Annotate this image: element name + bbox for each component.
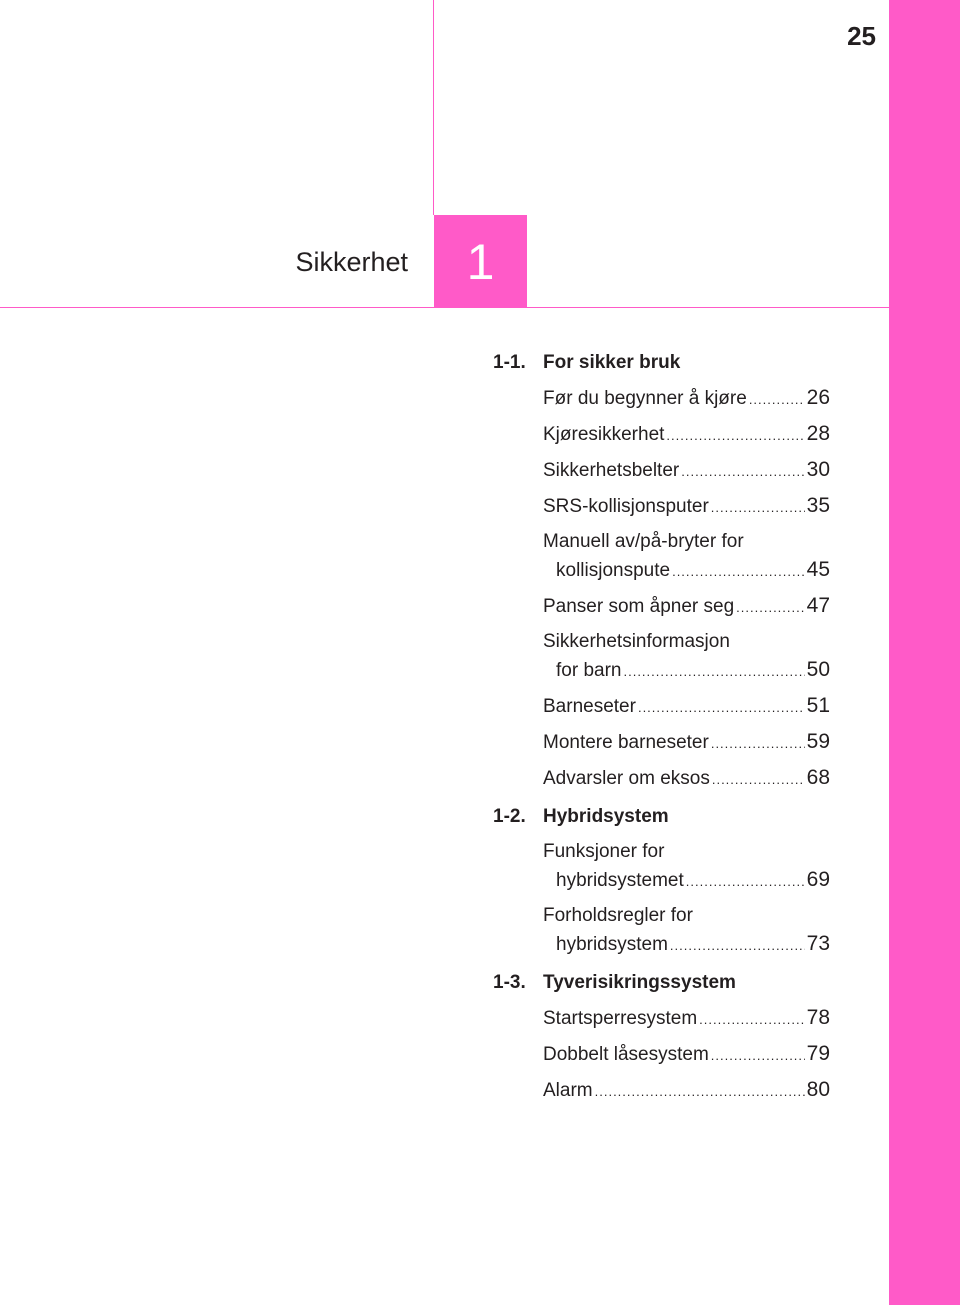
toc-entry[interactable]: [543, 592, 830, 622]
entry-title: Kjøresikkerhet: [543, 424, 665, 445]
entry-line: [543, 1076, 830, 1106]
dot-leader: [638, 694, 805, 722]
toc-entry[interactable]: [543, 492, 830, 522]
entry-title: Sikkerhetsbelter: [543, 460, 680, 481]
entry-line: [543, 930, 830, 960]
entry-title: Før du begynner å kjøre: [543, 388, 747, 409]
entry-title-line: Forholdsregler for: [543, 905, 693, 926]
section-title: Hybridsystem: [543, 806, 669, 827]
entry-title-line: Sikkerhetsinformasjon: [543, 631, 730, 652]
entry-page-number: 45: [806, 558, 830, 581]
toc-entry[interactable]: [543, 528, 830, 586]
section-number: 1-1.: [493, 352, 526, 373]
entry-list: [493, 838, 830, 960]
entry-page-number: 78: [806, 1006, 830, 1029]
entry-page-number: 80: [806, 1078, 830, 1101]
page-number: 25: [847, 21, 876, 51]
entry-line: [543, 492, 830, 522]
entry-list: [493, 384, 830, 794]
entry-line: [543, 656, 830, 686]
dot-leader: [666, 422, 804, 450]
section-number: 1-2.: [493, 806, 526, 827]
dot-leader: [711, 1042, 805, 1070]
chapter-side-tab: [889, 0, 960, 1305]
dot-leader: [670, 932, 805, 960]
toc-entry[interactable]: [543, 838, 830, 896]
entry-page-number: 59: [806, 730, 830, 753]
entry-line: [543, 384, 830, 414]
toc-entry[interactable]: [543, 692, 830, 722]
entry-title: Startsperresystem: [543, 1008, 698, 1029]
dot-leader: [686, 868, 805, 896]
chapter-number-box: [434, 215, 527, 308]
table-of-contents: [493, 352, 830, 1118]
toc-entry[interactable]: [543, 420, 830, 450]
entry-page-number: 30: [806, 458, 830, 481]
section-title: For sikker bruk: [543, 352, 681, 373]
toc-entry[interactable]: [543, 1076, 830, 1106]
toc-section: [493, 972, 830, 1106]
entry-title: Alarm: [543, 1080, 593, 1101]
entry-page-number: 51: [806, 694, 830, 717]
vertical-divider: [433, 0, 434, 215]
dot-leader: [711, 730, 805, 758]
toc-entry[interactable]: [543, 384, 830, 414]
entry-line: [543, 866, 830, 896]
entry-title-line: Funksjoner for: [543, 841, 665, 862]
toc-section: [493, 352, 830, 794]
entry-line: [543, 1040, 830, 1070]
entry-line: [543, 592, 830, 622]
entry-title-line: Manuell av/på-bryter for: [543, 531, 744, 552]
entry-page-number: 35: [806, 494, 830, 517]
toc-entry[interactable]: [543, 764, 830, 794]
toc-entry[interactable]: [543, 1040, 830, 1070]
entry-title: for barn: [556, 660, 622, 681]
chapter-number: 1: [466, 233, 495, 290]
section-heading: [493, 972, 830, 1004]
toc-entry[interactable]: [543, 902, 830, 960]
chapter-title: Sikkerhet: [295, 247, 408, 277]
entry-title: Dobbelt låsesystem: [543, 1044, 709, 1065]
entry-title: Advarsler om eksos: [543, 768, 710, 789]
toc-entry[interactable]: [543, 1004, 830, 1034]
entry-title: Panser som åpner seg: [543, 596, 735, 617]
section-heading: [493, 352, 830, 384]
entry-page-number: 73: [806, 932, 830, 955]
entry-title: hybridsystemet: [556, 870, 684, 891]
dot-leader: [681, 458, 804, 486]
entry-page-number: 26: [806, 386, 830, 409]
entry-title: Barneseter: [543, 696, 636, 717]
section-heading: [493, 806, 830, 838]
dot-leader: [699, 1006, 804, 1034]
entry-line: [543, 764, 830, 794]
entry-line: [543, 1004, 830, 1034]
entry-line: [543, 420, 830, 450]
section-title: Tyverisikringssystem: [543, 972, 736, 993]
dot-leader: [672, 558, 805, 586]
entry-line: [543, 556, 830, 586]
dot-leader: [623, 658, 804, 686]
entry-line: [543, 692, 830, 722]
entry-title: kollisjonspute: [556, 560, 671, 581]
entry-page-number: 68: [806, 766, 830, 789]
section-number: 1-3.: [493, 972, 526, 993]
entry-page-number: 79: [806, 1042, 830, 1065]
entry-page-number: 47: [806, 594, 830, 617]
dot-leader: [712, 766, 805, 794]
entry-list: [493, 1004, 830, 1106]
entry-page-number: 28: [806, 422, 830, 445]
toc-entry[interactable]: [543, 628, 830, 686]
toc-section: [493, 806, 830, 960]
dot-leader: [736, 594, 804, 622]
toc-entry[interactable]: [543, 456, 830, 486]
dot-leader: [595, 1078, 805, 1106]
entry-line: [543, 456, 830, 486]
dot-leader: [711, 494, 805, 522]
dot-leader: [749, 386, 805, 414]
toc-entry[interactable]: [543, 728, 830, 758]
entry-title: SRS-kollisjonsputer: [543, 496, 709, 517]
entry-line: [543, 728, 830, 758]
entry-title: hybridsystem: [556, 934, 668, 955]
entry-page-number: 50: [806, 658, 830, 681]
entry-page-number: 69: [806, 868, 830, 891]
entry-title: Montere barneseter: [543, 732, 709, 753]
